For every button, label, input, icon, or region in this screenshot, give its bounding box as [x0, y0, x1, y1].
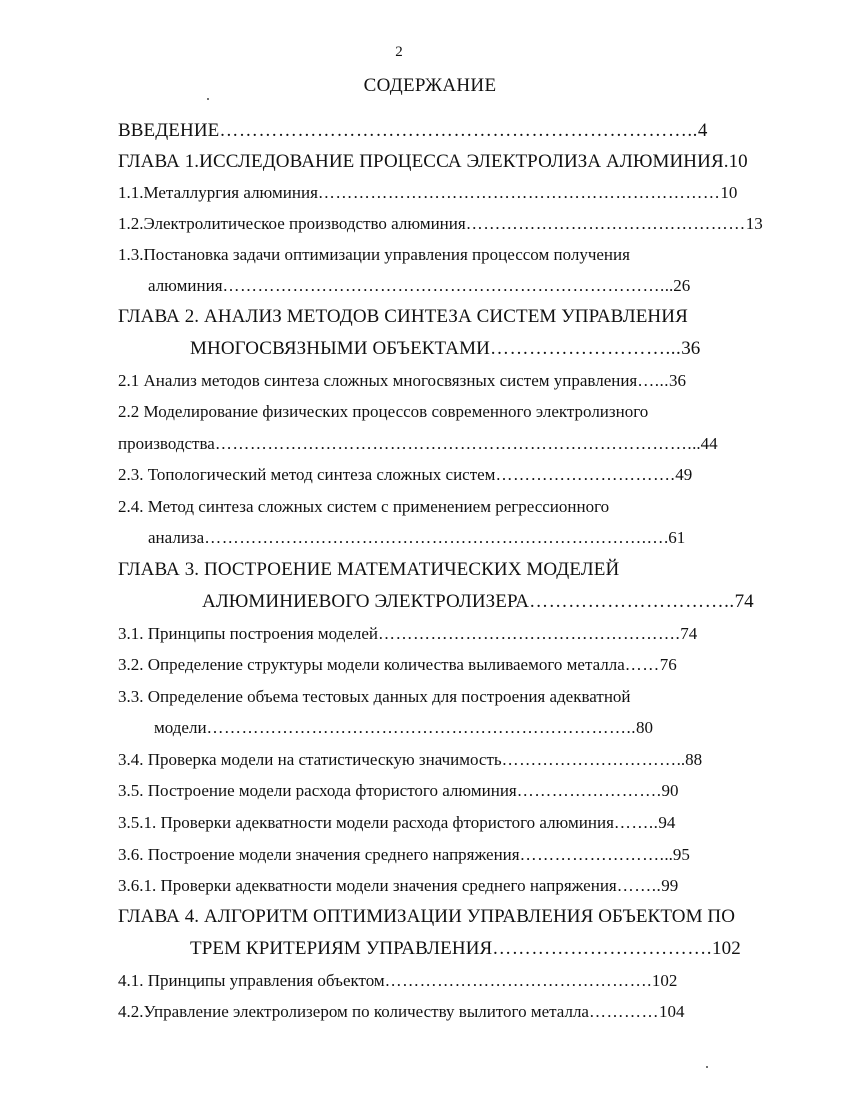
toc-entry-3-1	[118, 623, 750, 645]
scan-speck	[207, 98, 209, 100]
toc-page-number: 36	[669, 371, 687, 390]
toc-entry-3-3	[118, 686, 750, 708]
toc-entry-1-3	[118, 244, 750, 266]
toc-page-number: 49	[675, 465, 693, 484]
toc-entry-introduction	[118, 120, 740, 142]
toc-entry-text: ВВЕДЕНИЕ	[118, 120, 220, 141]
toc-page-number: 80	[636, 718, 654, 737]
toc-page-number: 74	[734, 591, 754, 612]
toc-entry-text: 3.5.1. Проверки адекватности модели расхода фтористого алюминия	[118, 813, 614, 832]
toc-entry-2-1	[118, 370, 750, 392]
toc-entry-text: 2.1 Анализ методов синтеза сложных многосвязных систем управления	[118, 371, 638, 390]
toc-entry-text: 4.2.Управление электролизером по количеству вылитого металла	[118, 1002, 589, 1021]
toc-page-number: 99	[661, 876, 679, 895]
toc-entry-text: 3.6.1. Проверки адекватности модели значения среднего напряжения	[118, 876, 617, 895]
toc-page-number: 10	[728, 151, 748, 172]
toc-leader-dots: …...	[637, 371, 670, 390]
toc-entry-text: ГЛАВА 3. ПОСТРОЕНИЕ МАТЕМАТИЧЕСКИХ МОДЕЛЕЙ	[118, 559, 620, 580]
toc-entry-text: 3.3. Определение объема тестовых данных для построения адекватной	[118, 687, 631, 706]
toc-entry-text: 1.1.Металлургия алюминия	[118, 183, 318, 202]
toc-entry-chapter-3-continued	[202, 591, 754, 613]
toc-entry-3-3-continued	[154, 717, 750, 739]
toc-entry-text: 3.4. Проверка модели на статистическую значимость	[118, 750, 502, 769]
toc-leader-dots: ………………………………………………………………….	[222, 276, 665, 295]
toc-entry-text: 2.4. Метод синтеза сложных систем с применением регрессионного	[118, 497, 610, 516]
toc-leader-dots: ………………………………………………………………..	[206, 718, 637, 737]
toc-page-number: ..88	[676, 750, 703, 769]
toc-page-number: 76	[659, 655, 677, 674]
toc-entry-text: анализа	[148, 528, 205, 547]
toc-leader-dots: ……………………………………….	[384, 971, 652, 990]
toc-entry-chapter-2-continued	[190, 338, 750, 360]
toc-page-number: 36	[681, 338, 701, 359]
toc-entry-text: 2.2 Моделирование физических процессов современного электролизного	[118, 402, 649, 421]
toc-leader-dots: ……..	[613, 813, 659, 832]
toc-entry-2-4-continued	[148, 527, 750, 549]
toc-leader-dots: …………………………..	[529, 591, 735, 612]
toc-entry-3-2	[118, 654, 750, 676]
toc-entry-1-2	[118, 213, 763, 235]
toc-entry-text: МНОГОСВЯЗНЫМИ ОБЪЕКТАМИ	[190, 338, 490, 359]
toc-leader-dots: ………………………...	[489, 338, 682, 359]
toc-entry-3-6-1	[118, 875, 750, 897]
toc-entry-2-2	[118, 401, 750, 423]
toc-leader-dots: ……………………………………………………………	[317, 183, 721, 202]
toc-entry-text: 1.2.Электролитическое производство алюминия	[118, 214, 466, 233]
toc-entry-text: АЛЮМИНИЕВОГО ЭЛЕКТРОЛИЗЕРА	[202, 591, 530, 612]
toc-entry-text: ГЛАВА 2. АНАЛИЗ МЕТОДОВ СИНТЕЗА СИСТЕМ УПРАВЛЕНИЯ	[118, 306, 688, 327]
toc-entry-1-3-continued	[148, 275, 750, 297]
toc-entry-2-4	[118, 496, 750, 518]
toc-entry-3-6	[118, 844, 750, 866]
toc-leader-dots: …………………….	[519, 845, 665, 864]
toc-entry-text: 3.2. Определение структуры модели количества выливаемого металла	[118, 655, 625, 674]
toc-entry-2-2-continued	[118, 433, 750, 455]
toc-entry-4-1	[118, 970, 750, 992]
toc-entry-chapter-2	[118, 306, 750, 328]
toc-page-number: 10	[720, 183, 738, 202]
scan-speck	[706, 1066, 708, 1068]
toc-leader-dots: ……	[624, 655, 660, 674]
toc-entry-text: ГЛАВА 4. АЛГОРИТМ ОПТИМИЗАЦИИ УПРАВЛЕНИЯ ОБЪЕКТОМ ПО	[118, 906, 736, 927]
toc-leader-dots: ………………………….	[495, 465, 676, 484]
toc-page-number: ..44	[692, 434, 718, 453]
toc-page-number: ..95	[664, 845, 690, 864]
toc-leader-dots: …………………………	[501, 750, 677, 769]
toc-page-number: 94	[658, 813, 676, 832]
toc-page-number: ..26	[664, 276, 691, 295]
toc-entry-4-2	[118, 1001, 750, 1023]
toc-entry-text: 3.1. Принципы построения моделей	[118, 624, 378, 643]
toc-leader-dots: …………………….	[516, 781, 662, 800]
toc-entry-text: ГЛАВА 1.ИССЛЕДОВАНИЕ ПРОЦЕССА ЭЛЕКТРОЛИЗА АЛЮМИНИЯ.	[118, 151, 729, 172]
toc-entry-2-3	[118, 464, 750, 486]
toc-entry-3-5-1	[118, 812, 750, 834]
toc-entry-text: 1.3.Постановка задачи оптимизации управления процессом получения	[118, 245, 630, 264]
toc-page-number: 102	[651, 971, 678, 990]
toc-entry-text: модели	[154, 718, 207, 737]
toc-entry-chapter-4	[118, 906, 758, 928]
toc-entry-text: ТРЕМ КРИТЕРИЯМ УПРАВЛЕНИЯ	[190, 938, 493, 959]
toc-entry-chapter-1	[118, 151, 748, 173]
toc-leader-dots: ……..	[616, 876, 662, 895]
toc-entry-text: 4.1. Принципы управления объектом	[118, 971, 385, 990]
toc-entry-text: 2.3. Топологический метод синтеза сложных систем	[118, 465, 496, 484]
toc-entry-chapter-4-continued	[190, 938, 750, 960]
toc-entry-chapter-3	[118, 559, 750, 581]
toc-entry-3-4	[118, 749, 750, 771]
toc-page-number: 13	[745, 214, 763, 233]
toc-leader-dots: …………………………………………	[465, 214, 746, 233]
toc-page-number: 104	[658, 1002, 685, 1021]
toc-entry-text: 3.6. Построение модели значения среднего напряжения	[118, 845, 520, 864]
toc-page-number: 102	[712, 938, 741, 959]
toc-entry-3-5	[118, 780, 750, 802]
toc-entry-1-1	[118, 182, 750, 204]
toc-page-number: 90	[661, 781, 679, 800]
toc-page-number: 74	[680, 624, 698, 643]
toc-page-number: 4	[697, 120, 708, 141]
toc-page-number: .61	[663, 528, 686, 547]
toc-leader-dots: ……………………………………………………………………….	[214, 434, 693, 453]
toc-leader-dots: …………	[588, 1002, 659, 1021]
toc-leader-dots: …………………………………………….	[378, 624, 681, 643]
toc-entry-text: производства	[118, 434, 215, 453]
toc-entry-text: алюминия	[148, 276, 223, 295]
toc-leader-dots: ………………………………………………………………..	[219, 120, 698, 141]
toc-entry-text: 3.5. Построение модели расхода фтористого алюминия	[118, 781, 517, 800]
toc-leader-dots: ………………………………………………………………….…	[204, 528, 664, 547]
table-of-contents-title: СОДЕРЖАНИЕ	[363, 75, 497, 96]
page-number: 2	[395, 44, 403, 60]
toc-leader-dots: …………………………….	[492, 938, 713, 959]
